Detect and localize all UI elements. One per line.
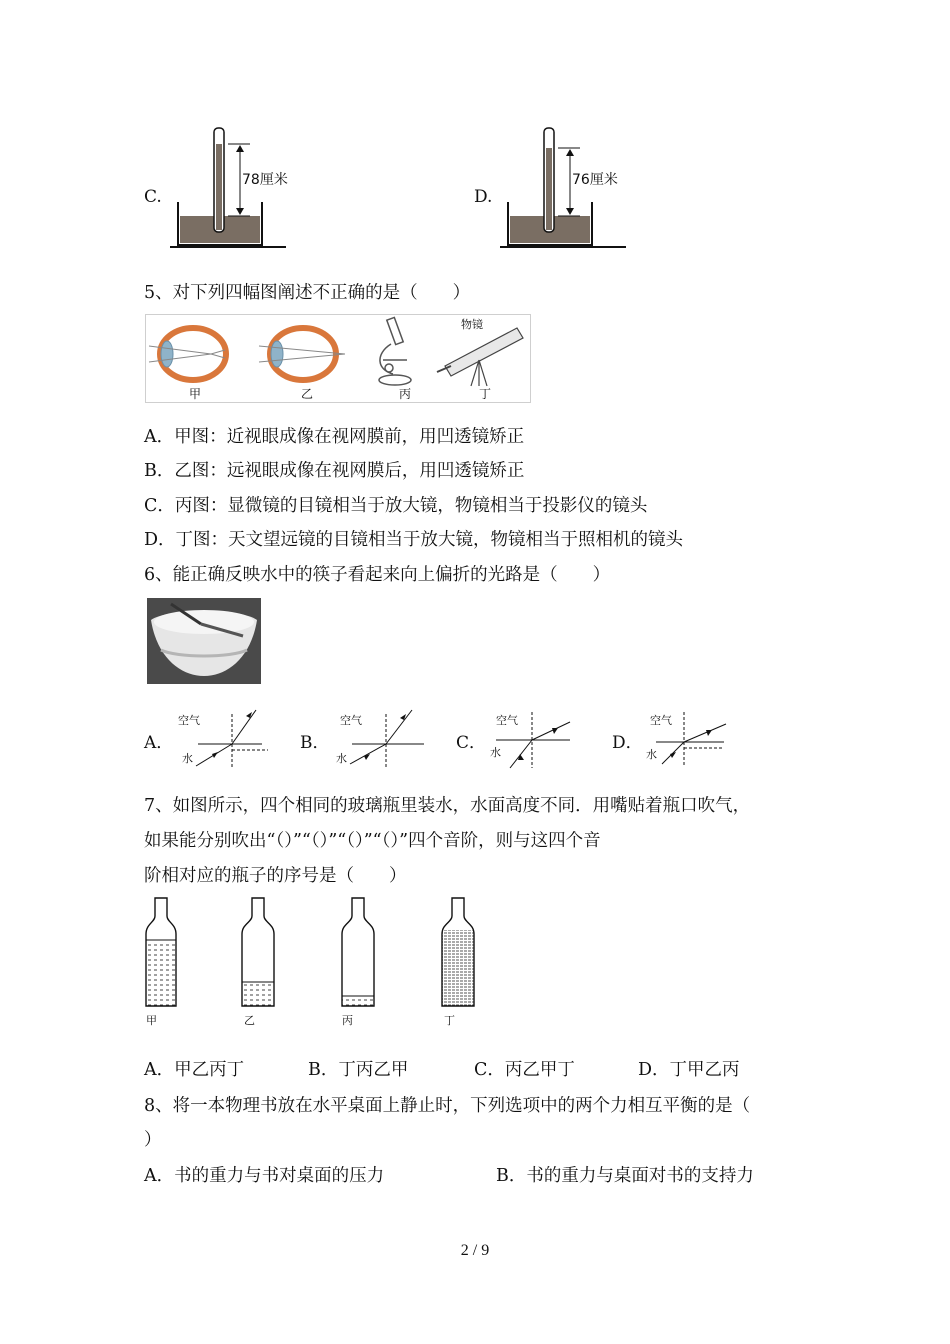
page-number: 2 / 9 [460, 1242, 490, 1259]
q5-option-b: B．乙图：远视眼成像在视网膜后，用凹透镜矫正 [144, 461, 525, 481]
q6-chopstick-bowl-photo [147, 598, 261, 684]
q6-stem: 6、能正确反映水中的筷子看起来向上偏折的光路是（ ） [144, 565, 611, 585]
svg-text:空气: 空气 [650, 714, 672, 727]
q6-option-a-letter: A． [144, 733, 174, 753]
q7-option-a: A．甲乙丙丁 [144, 1060, 245, 1080]
q5-figure-label-jia: 甲 [189, 387, 202, 401]
q7-option-d: D．丁甲乙丙 [638, 1060, 740, 1080]
q8-option-b: B．书的重力与桌面对书的支持力 [496, 1166, 754, 1186]
q6-option-a-light-path-diagram [176, 708, 272, 770]
q6-option-c-light-path-diagram [488, 708, 584, 770]
q7-stem-line-1: 7、如图所示，四个相同的玻璃瓶里装水，水面高度不同．用嘴贴着瓶口吹气， [144, 796, 751, 816]
q5-stem: 5、对下列四幅图阐述不正确的是（ ） [144, 283, 471, 303]
q4-option-c-barometer-figure [170, 118, 300, 250]
svg-text:水: 水 [490, 746, 501, 759]
q7-stem-line-2: 如果能分别吹出“（）”“（）”“（）”“（）”四个音阶，则与这四个音 [144, 831, 601, 851]
q5-figure-label-bing: 丙 [399, 387, 412, 401]
svg-text:水: 水 [182, 752, 193, 765]
q6-option-b-letter: B． [300, 733, 330, 753]
q7-stem-line-3: 阶相对应的瓶子的序号是（ ） [144, 866, 407, 886]
svg-text:水: 水 [336, 752, 347, 765]
q7-bottle-label-ding: 丁 [444, 1014, 455, 1027]
q7-option-b: B．丁丙乙甲 [308, 1060, 409, 1080]
q5-option-d: D．丁图：天文望远镜的目镜相当于放大镜，物镜相当于照相机的镜头 [144, 530, 684, 550]
q4-option-d-barometer-figure [500, 118, 630, 250]
svg-text:空气: 空气 [340, 714, 362, 727]
q7-bottle-jia [146, 898, 176, 1006]
q7-bottle-yi [242, 898, 274, 1006]
q6-option-b-light-path-diagram [334, 708, 430, 770]
q7-bottle-ding [442, 898, 474, 1006]
q5-figure-panel [145, 314, 533, 404]
q7-bottle-bing [342, 898, 374, 1006]
q7-option-c: C．丙乙甲丁 [474, 1060, 575, 1080]
q5-telescope-objective-label: 物镜 [461, 318, 483, 331]
q4-option-c-letter: C. [144, 187, 162, 207]
q8-stem-line-2: ） [144, 1130, 162, 1150]
q4-option-d-height-label: 76厘米 [572, 172, 618, 188]
q6-option-d-light-path-diagram [644, 708, 740, 770]
svg-text:水: 水 [646, 748, 657, 761]
q7-bottle-label-yi: 乙 [244, 1014, 255, 1027]
q8-option-a: A．书的重力与书对桌面的压力 [144, 1166, 385, 1186]
q7-bottles-figure [136, 892, 496, 1032]
q5-figure-label-ding: 丁 [479, 387, 492, 401]
q5-option-a: A．甲图：近视眼成像在视网膜前，用凹透镜矫正 [144, 427, 525, 447]
q4-option-c-height-label: 78厘米 [242, 172, 288, 188]
q7-bottle-label-bing: 丙 [342, 1014, 353, 1027]
svg-text:空气: 空气 [496, 714, 518, 727]
q5-option-c: C．丙图：显微镜的目镜相当于放大镜，物镜相当于投影仪的镜头 [144, 496, 648, 516]
q6-option-c-letter: C． [456, 733, 487, 753]
q6-option-d-letter: D． [612, 733, 643, 753]
q8-stem-line-1: 8、将一本物理书放在水平桌面上静止时，下列选项中的两个力相互平衡的是（ [144, 1096, 751, 1116]
q5-figure-label-yi: 乙 [301, 387, 314, 401]
svg-text:空气: 空气 [178, 714, 200, 727]
q7-bottle-label-jia: 甲 [146, 1014, 157, 1027]
q4-option-d-letter: D. [474, 187, 493, 207]
